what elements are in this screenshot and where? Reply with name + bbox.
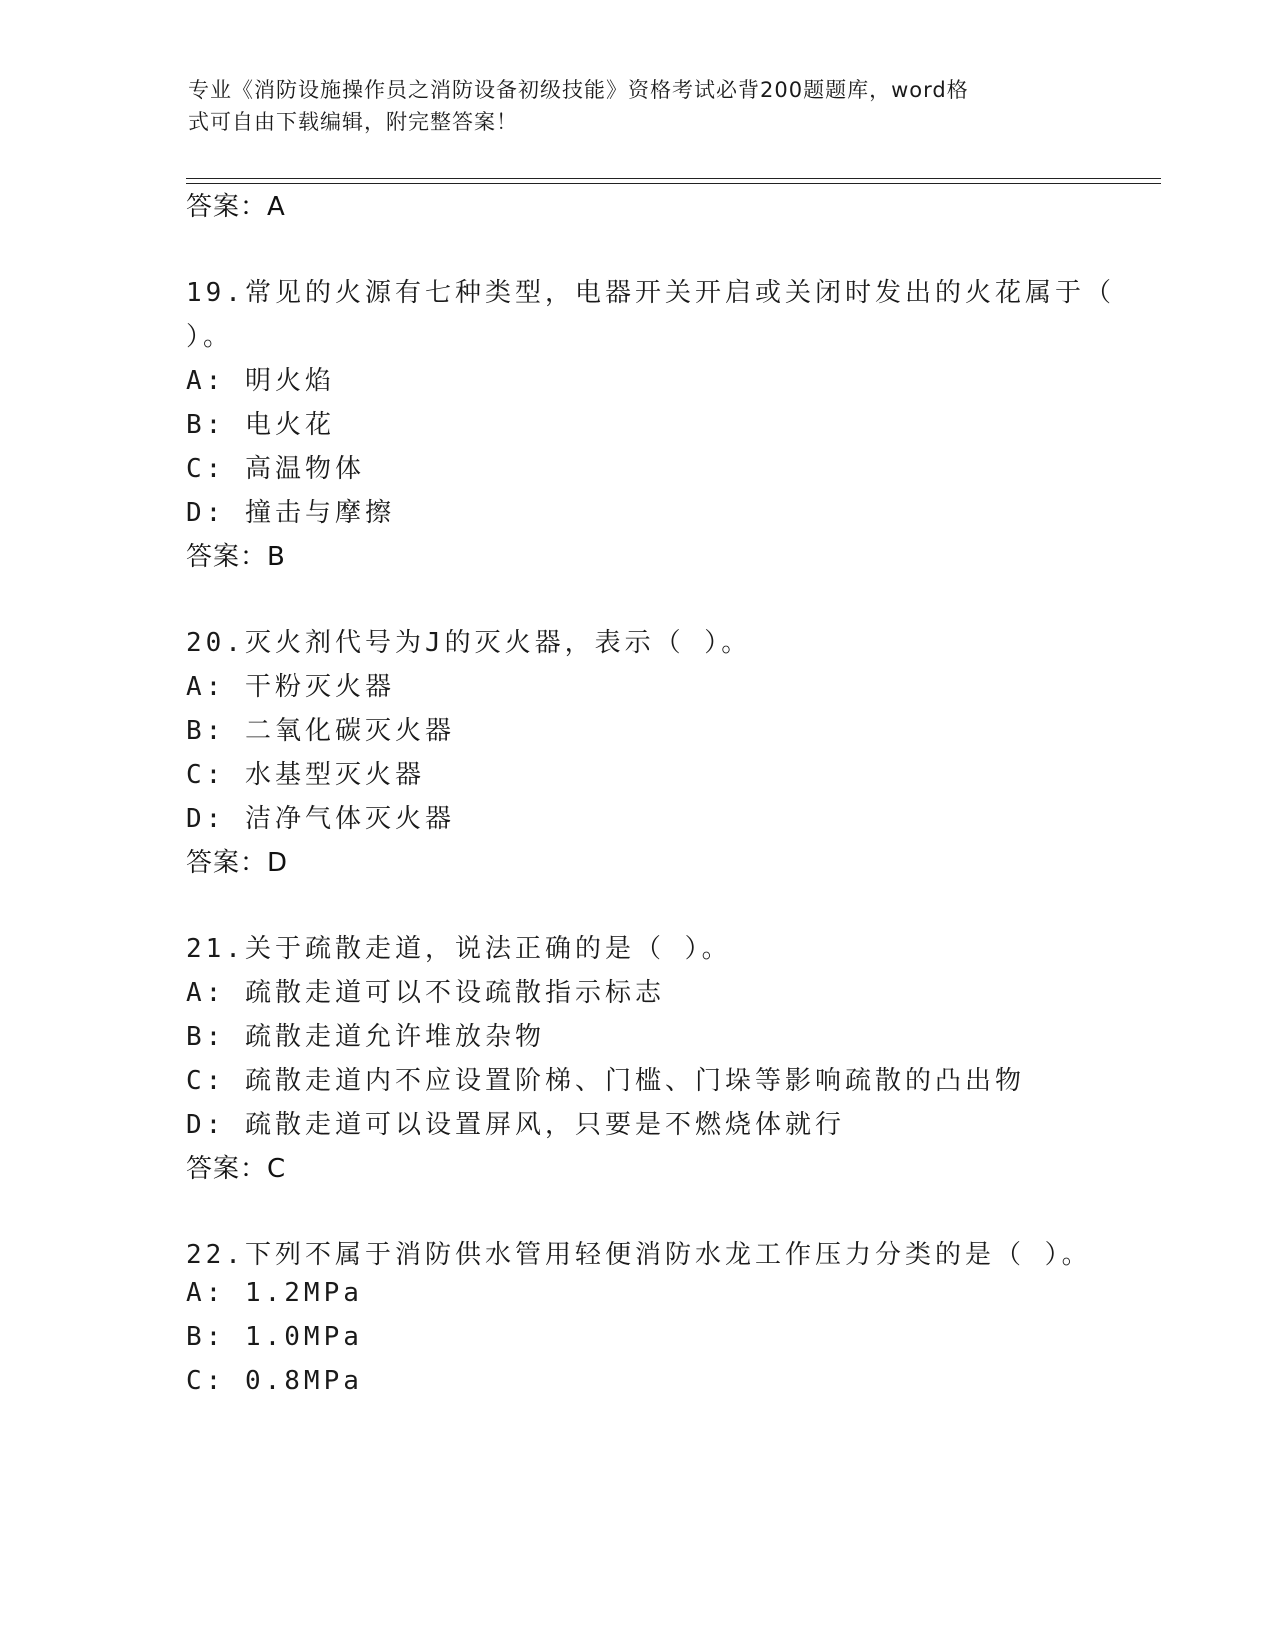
question-20-option-a: A: 干粉灭火器	[186, 672, 395, 702]
question-21-option-b: B: 疏散走道允许堆放杂物	[186, 1022, 545, 1052]
question-20-stem: 20.灭火剂代号为J的灭火器，表示（ ）。	[186, 628, 752, 658]
question-22-option-b: B: 1.0MPa	[186, 1322, 363, 1352]
question-21-option-c: C: 疏散走道内不应设置阶梯、门槛、门垛等影响疏散的凸出物	[186, 1066, 1025, 1096]
question-21-answer: 答案：C	[186, 1154, 287, 1184]
question-19-option-c: C: 高温物体	[186, 454, 365, 484]
previous-answer: 答案：A	[186, 192, 286, 222]
question-19-option-d: D: 撞击与摩擦	[186, 498, 395, 528]
header-divider-top	[186, 178, 1161, 179]
document-header	[188, 74, 1068, 138]
header-divider-bottom	[186, 183, 1161, 184]
question-20-answer: 答案：D	[186, 848, 289, 878]
header-line-1: 专业《消防设施操作员之消防设备初级技能》资格考试必背200题题库，word格	[188, 78, 969, 102]
question-19-option-b: B: 电火花	[186, 410, 335, 440]
question-20-option-b: B: 二氧化碳灭火器	[186, 716, 455, 746]
question-21-option-a: A: 疏散走道可以不设疏散指示标志	[186, 978, 665, 1008]
question-22-option-a: A: 1.2MPa	[186, 1278, 363, 1308]
question-21-option-d: D: 疏散走道可以设置屏风，只要是不燃烧体就行	[186, 1110, 845, 1140]
question-19-stem-line-2: ）。	[186, 322, 234, 352]
question-22-option-c: C: 0.8MPa	[186, 1366, 363, 1396]
question-19-answer: 答案：B	[186, 542, 286, 572]
question-19-stem-line-1: 19.常见的火源有七种类型，电器开关开启或关闭时发出的火花属于（	[186, 278, 1115, 308]
question-20-option-d: D: 洁净气体灭火器	[186, 804, 455, 834]
question-21-stem: 21.关于疏散走道，说法正确的是（ ）。	[186, 934, 732, 964]
question-19-option-a: A: 明火焰	[186, 366, 335, 396]
question-22-stem: 22.下列不属于消防供水管用轻便消防水龙工作压力分类的是（ ）。	[186, 1240, 1092, 1270]
header-line-2: 式可自由下载编辑，附完整答案！	[188, 110, 518, 134]
question-20-option-c: C: 水基型灭火器	[186, 760, 425, 790]
